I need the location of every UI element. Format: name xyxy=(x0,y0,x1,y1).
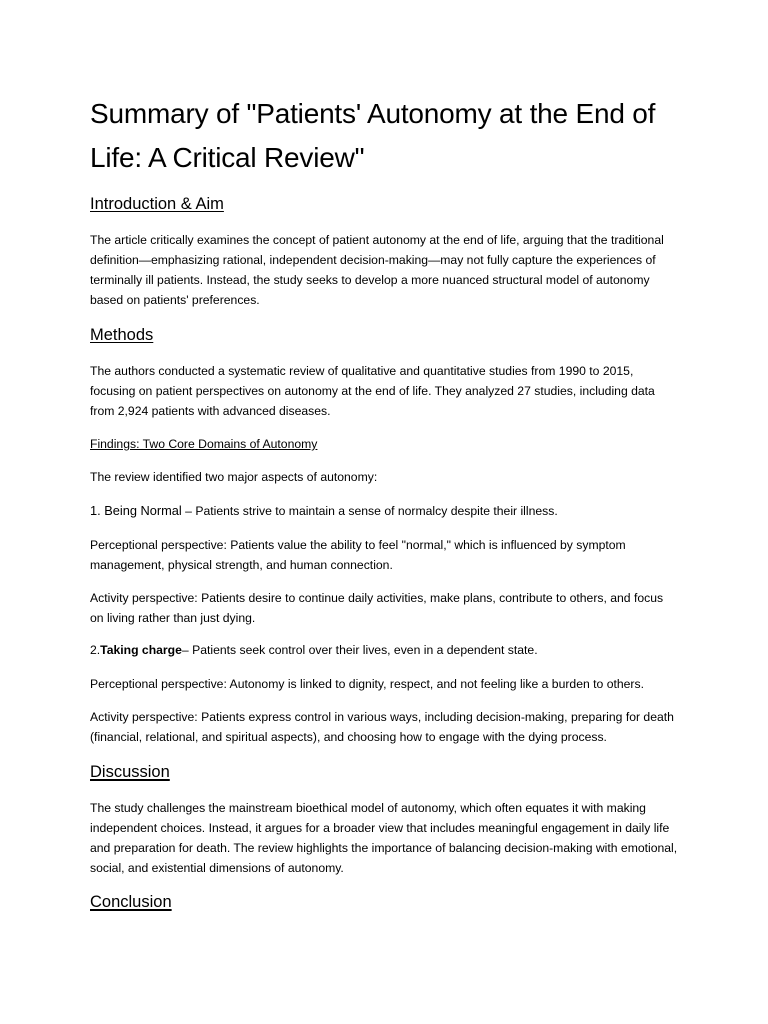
finding-item-taking-charge xyxy=(90,640,680,660)
methods-heading: Methods xyxy=(90,326,154,344)
taking-charge-perceptional: Perceptional perspective: Autonomy is linked to dignity, respect, and not feeling like a burden to others. xyxy=(90,677,644,691)
discussion-heading: Discussion xyxy=(90,763,170,781)
being-normal-perceptional: Perceptional perspective: Patients value the ability to feel "normal," which is influenced by symptom management, physical strength, and human connection. xyxy=(90,538,626,572)
finding-item-text: – Patients seek control over their lives, even in a dependent state. xyxy=(181,643,538,657)
intro-heading: Introduction & Aim xyxy=(90,195,224,213)
finding-item-number: 2. xyxy=(90,643,101,657)
conclusion-heading: Conclusion xyxy=(90,893,172,911)
taking-charge-activity: Activity perspective: Patients express control in various ways, including decision-making, preparing for death (financial, relational, and spiritual aspects), and choosing how to engage with the dying process. xyxy=(90,710,674,744)
findings-heading: Findings: Two Core Domains of Autonomy xyxy=(90,437,318,451)
intro-paragraph: The article critically examines the concept of patient autonomy at the end of life, arguing that the traditional definition—emphasizing rational, independent decision-making—may not fully capture the experiences of terminally ill patients. Instead, the study seeks to develop a more nuanced structural model of autonomy based on patients' preferences. xyxy=(90,233,664,307)
finding-item-label: 1. Being Normal xyxy=(90,503,182,518)
finding-item-being-normal xyxy=(90,501,680,521)
methods-paragraph: The authors conducted a systematic review of qualitative and quantitative studies from 1990 to 2015, focusing on patient perspectives on autonomy at the end of life. They analyzed 27 studies, including data from 2,924 patients with advanced diseases. xyxy=(90,364,655,418)
being-normal-activity: Activity perspective: Patients desire to continue daily activities, make plans, contribute to others, and focus on living rather than just dying. xyxy=(90,591,664,625)
discussion-paragraph: The study challenges the mainstream bioethical model of autonomy, which often equates it with making independent choices. Instead, it argues for a broader view that includes meaningful engagement in daily life and preparation for death. The review highlights the importance of balancing decision-making with emotional, social, and existential dimensions of autonomy. xyxy=(90,801,678,875)
finding-item-label: Taking charge xyxy=(100,643,182,657)
finding-item-text: – Patients strive to maintain a sense of normalcy despite their illness. xyxy=(181,504,558,518)
findings-lead: The review identified two major aspects of autonomy: xyxy=(90,470,378,484)
document-title: Summary of "Patients' Autonomy at the End of Life: A Critical Review" xyxy=(90,98,656,173)
